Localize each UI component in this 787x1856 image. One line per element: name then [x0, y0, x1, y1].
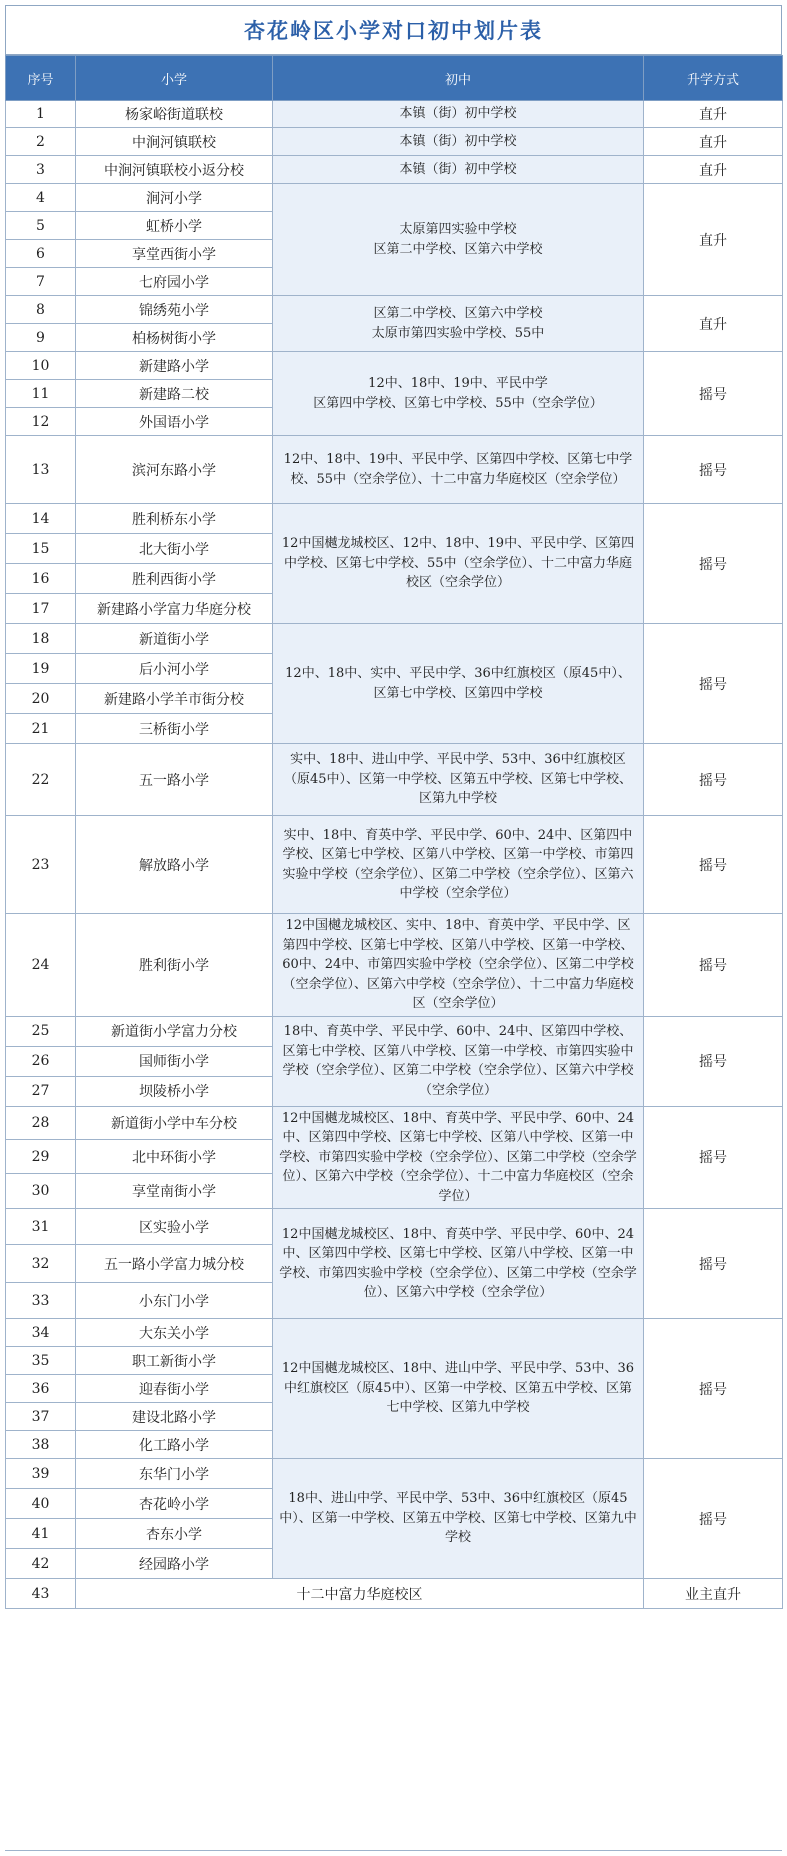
row-number: 13 — [6, 436, 76, 504]
row-number: 26 — [6, 1046, 76, 1076]
primary-school: 中涧河镇联校 — [76, 128, 273, 156]
table-row — [6, 436, 783, 504]
primary-school: 滨河东路小学 — [76, 436, 273, 504]
row-number: 4 — [6, 184, 76, 212]
primary-school: 国师街小学 — [76, 1046, 273, 1076]
zoning-table — [5, 55, 783, 1609]
primary-school: 中涧河镇联校小返分校 — [76, 156, 273, 184]
row-number: 6 — [6, 240, 76, 268]
junior-schools: 十二中富力华庭校区 — [76, 1579, 644, 1609]
primary-school: 虹桥小学 — [76, 212, 273, 240]
primary-school: 七府园小学 — [76, 268, 273, 296]
admission-method: 摇号 — [644, 1016, 783, 1106]
primary-school: 迎春街小学 — [76, 1375, 273, 1403]
row-number: 34 — [6, 1319, 76, 1347]
primary-school: 新道街小学富力分校 — [76, 1016, 273, 1046]
header-primary: 小学 — [76, 56, 273, 101]
primary-school: 化工路小学 — [76, 1431, 273, 1459]
primary-school: 涧河小学 — [76, 184, 273, 212]
row-number: 31 — [6, 1209, 76, 1245]
primary-school: 区实验小学 — [76, 1209, 273, 1245]
admission-method: 摇号 — [644, 1106, 783, 1209]
admission-method: 摇号 — [644, 504, 783, 624]
primary-school: 新道街小学 — [76, 624, 273, 654]
primary-school: 大东关小学 — [76, 1319, 273, 1347]
table-row — [6, 744, 783, 816]
primary-school: 职工新街小学 — [76, 1347, 273, 1375]
header-row — [6, 56, 783, 101]
primary-school: 解放路小学 — [76, 816, 273, 914]
row-number: 36 — [6, 1375, 76, 1403]
primary-school: 杏东小学 — [76, 1519, 273, 1549]
table-row — [6, 914, 783, 1017]
junior-schools: 区第二中学校、区第六中学校 太原市第四实验中学校、55中 — [273, 296, 644, 352]
primary-school: 新建路小学羊市街分校 — [76, 684, 273, 714]
primary-school: 新道街小学中车分校 — [76, 1106, 273, 1139]
admission-method: 摇号 — [644, 914, 783, 1017]
row-number: 35 — [6, 1347, 76, 1375]
admission-method: 直升 — [644, 184, 783, 296]
primary-school: 建设北路小学 — [76, 1403, 273, 1431]
header-method: 升学方式 — [644, 56, 783, 101]
row-number: 33 — [6, 1283, 76, 1319]
primary-school: 北大街小学 — [76, 534, 273, 564]
table-row — [6, 128, 783, 156]
row-number: 29 — [6, 1139, 76, 1174]
header-number: 序号 — [6, 56, 76, 101]
primary-school: 三桥街小学 — [76, 714, 273, 744]
row-number: 15 — [6, 534, 76, 564]
primary-school: 新建路二校 — [76, 380, 273, 408]
row-number: 41 — [6, 1519, 76, 1549]
table-row — [6, 504, 783, 534]
primary-school: 坝陵桥小学 — [76, 1076, 273, 1106]
row-number: 20 — [6, 684, 76, 714]
primary-school: 胜利桥东小学 — [76, 504, 273, 534]
row-number: 9 — [6, 324, 76, 352]
table-row — [6, 101, 783, 128]
admission-method: 摇号 — [644, 436, 783, 504]
table-row — [6, 1319, 783, 1347]
junior-schools: 12中国樾龙城校区、12中、18中、19中、平民中学、区第四中学校、区第七中学校、55中（空余学位）、十二中富力华庭校区（空余学位） — [273, 504, 644, 624]
table-title: 杏花岭区小学对口初中划片表 — [5, 5, 782, 55]
junior-schools: 本镇（街）初中学校 — [273, 128, 644, 156]
primary-school: 锦绣苑小学 — [76, 296, 273, 324]
junior-schools: 12中国樾龙城校区、实中、18中、育英中学、平民中学、区第四中学校、区第七中学校、区第八中学校、区第一中学校、60中、24中、市第四实验中学校（空余学位）、区第二中学校（空余学位）、区第六中学校（空余学位）、十二中富力华庭校区（空余学位） — [273, 914, 644, 1017]
table-row — [6, 1106, 783, 1139]
row-number: 16 — [6, 564, 76, 594]
table-row — [6, 296, 783, 324]
row-number: 37 — [6, 1403, 76, 1431]
admission-method: 摇号 — [644, 1209, 783, 1319]
admission-method: 摇号 — [644, 1319, 783, 1459]
table-row — [6, 156, 783, 184]
row-number: 11 — [6, 380, 76, 408]
junior-schools: 本镇（街）初中学校 — [273, 156, 644, 184]
table-row — [6, 816, 783, 914]
junior-schools: 12中、18中、19中、平民中学、区第四中学校、区第七中学校、55中（空余学位）、十二中富力华庭校区（空余学位） — [273, 436, 644, 504]
junior-schools: 12中、18中、实中、平民中学、36中红旗校区（原45中）、区第七中学校、区第四中学校 — [273, 624, 644, 744]
primary-school: 小东门小学 — [76, 1283, 273, 1319]
row-number: 7 — [6, 268, 76, 296]
table-row — [6, 624, 783, 654]
admission-method: 摇号 — [644, 352, 783, 436]
table-row — [6, 184, 783, 212]
primary-school: 后小河小学 — [76, 654, 273, 684]
table-body — [6, 101, 783, 1609]
table-row — [6, 1459, 783, 1489]
row-number: 43 — [6, 1579, 76, 1609]
row-number: 2 — [6, 128, 76, 156]
primary-school: 东华门小学 — [76, 1459, 273, 1489]
row-number: 24 — [6, 914, 76, 1017]
primary-school: 杨家峪街道联校 — [76, 101, 273, 128]
admission-method: 摇号 — [644, 816, 783, 914]
admission-method: 直升 — [644, 156, 783, 184]
junior-schools: 太原第四实验中学校 区第二中学校、区第六中学校 — [273, 184, 644, 296]
row-number: 8 — [6, 296, 76, 324]
row-number: 39 — [6, 1459, 76, 1489]
primary-school: 五一路小学富力城分校 — [76, 1245, 273, 1283]
junior-schools: 本镇（街）初中学校 — [273, 101, 644, 128]
row-number: 27 — [6, 1076, 76, 1106]
row-number: 21 — [6, 714, 76, 744]
primary-school: 经园路小学 — [76, 1549, 273, 1579]
primary-school: 北中环街小学 — [76, 1139, 273, 1174]
primary-school: 五一路小学 — [76, 744, 273, 816]
row-number: 10 — [6, 352, 76, 380]
row-number: 5 — [6, 212, 76, 240]
table-row — [6, 352, 783, 380]
row-number: 17 — [6, 594, 76, 624]
row-number: 1 — [6, 101, 76, 128]
table-row — [6, 1579, 783, 1609]
admission-method: 直升 — [644, 296, 783, 352]
header-junior: 初中 — [273, 56, 644, 101]
row-number: 22 — [6, 744, 76, 816]
admission-method: 摇号 — [644, 624, 783, 744]
primary-school: 柏杨树街小学 — [76, 324, 273, 352]
row-number: 14 — [6, 504, 76, 534]
primary-school: 享堂西街小学 — [76, 240, 273, 268]
admission-method: 业主直升 — [644, 1579, 783, 1609]
junior-schools: 实中、18中、进山中学、平民中学、53中、36中红旗校区（原45中）、区第一中学校、区第五中学校、区第七中学校、区第九中学校 — [273, 744, 644, 816]
row-number: 32 — [6, 1245, 76, 1283]
row-number: 30 — [6, 1174, 76, 1209]
row-number: 28 — [6, 1106, 76, 1139]
admission-method: 直升 — [644, 128, 783, 156]
junior-schools: 实中、18中、育英中学、平民中学、60中、24中、区第四中学校、区第七中学校、区第八中学校、区第一中学校、市第四实验中学校（空余学位）、区第二中学校（空余学位）、区第六中学校（空余学位） — [273, 816, 644, 914]
row-number: 3 — [6, 156, 76, 184]
primary-school: 享堂南街小学 — [76, 1174, 273, 1209]
bottom-border — [5, 1850, 782, 1851]
primary-school: 外国语小学 — [76, 408, 273, 436]
admission-method: 直升 — [644, 101, 783, 128]
junior-schools: 18中、育英中学、平民中学、60中、24中、区第四中学校、区第七中学校、区第八中学校、区第一中学校、市第四实验中学校（空余学位）、区第二中学校（空余学位）、区第六中学校（空余学位） — [273, 1016, 644, 1106]
primary-school: 新建路小学富力华庭分校 — [76, 594, 273, 624]
admission-method: 摇号 — [644, 1459, 783, 1579]
row-number: 40 — [6, 1489, 76, 1519]
row-number: 12 — [6, 408, 76, 436]
row-number: 25 — [6, 1016, 76, 1046]
primary-school: 新建路小学 — [76, 352, 273, 380]
junior-schools: 12中国樾龙城校区、18中、育英中学、平民中学、60中、24中、区第四中学校、区第七中学校、区第八中学校、区第一中学校、市第四实验中学校（空余学位）、区第二中学校（空余学位）、区第六中学校（空余学位） — [273, 1209, 644, 1319]
table-row — [6, 1016, 783, 1046]
junior-schools: 12中国樾龙城校区、18中、进山中学、平民中学、53中、36中红旗校区（原45中）、区第一中学校、区第五中学校、区第七中学校、区第九中学校 — [273, 1319, 644, 1459]
primary-school: 杏花岭小学 — [76, 1489, 273, 1519]
row-number: 42 — [6, 1549, 76, 1579]
admission-method: 摇号 — [644, 744, 783, 816]
row-number: 19 — [6, 654, 76, 684]
junior-schools: 18中、进山中学、平民中学、53中、36中红旗校区（原45中）、区第一中学校、区第五中学校、区第七中学校、区第九中学校 — [273, 1459, 644, 1579]
junior-schools: 12中、18中、19中、平民中学 区第四中学校、区第七中学校、55中（空余学位） — [273, 352, 644, 436]
row-number: 38 — [6, 1431, 76, 1459]
primary-school: 胜利西街小学 — [76, 564, 273, 594]
primary-school: 胜利街小学 — [76, 914, 273, 1017]
row-number: 23 — [6, 816, 76, 914]
junior-schools: 12中国樾龙城校区、18中、育英中学、平民中学、60中、24中、区第四中学校、区第七中学校、区第八中学校、区第一中学校、市第四实验中学校（空余学位）、区第二中学校（空余学位）、区第六中学校（空余学位）、十二中富力华庭校区（空余学位） — [273, 1106, 644, 1209]
table-row — [6, 1209, 783, 1245]
row-number: 18 — [6, 624, 76, 654]
